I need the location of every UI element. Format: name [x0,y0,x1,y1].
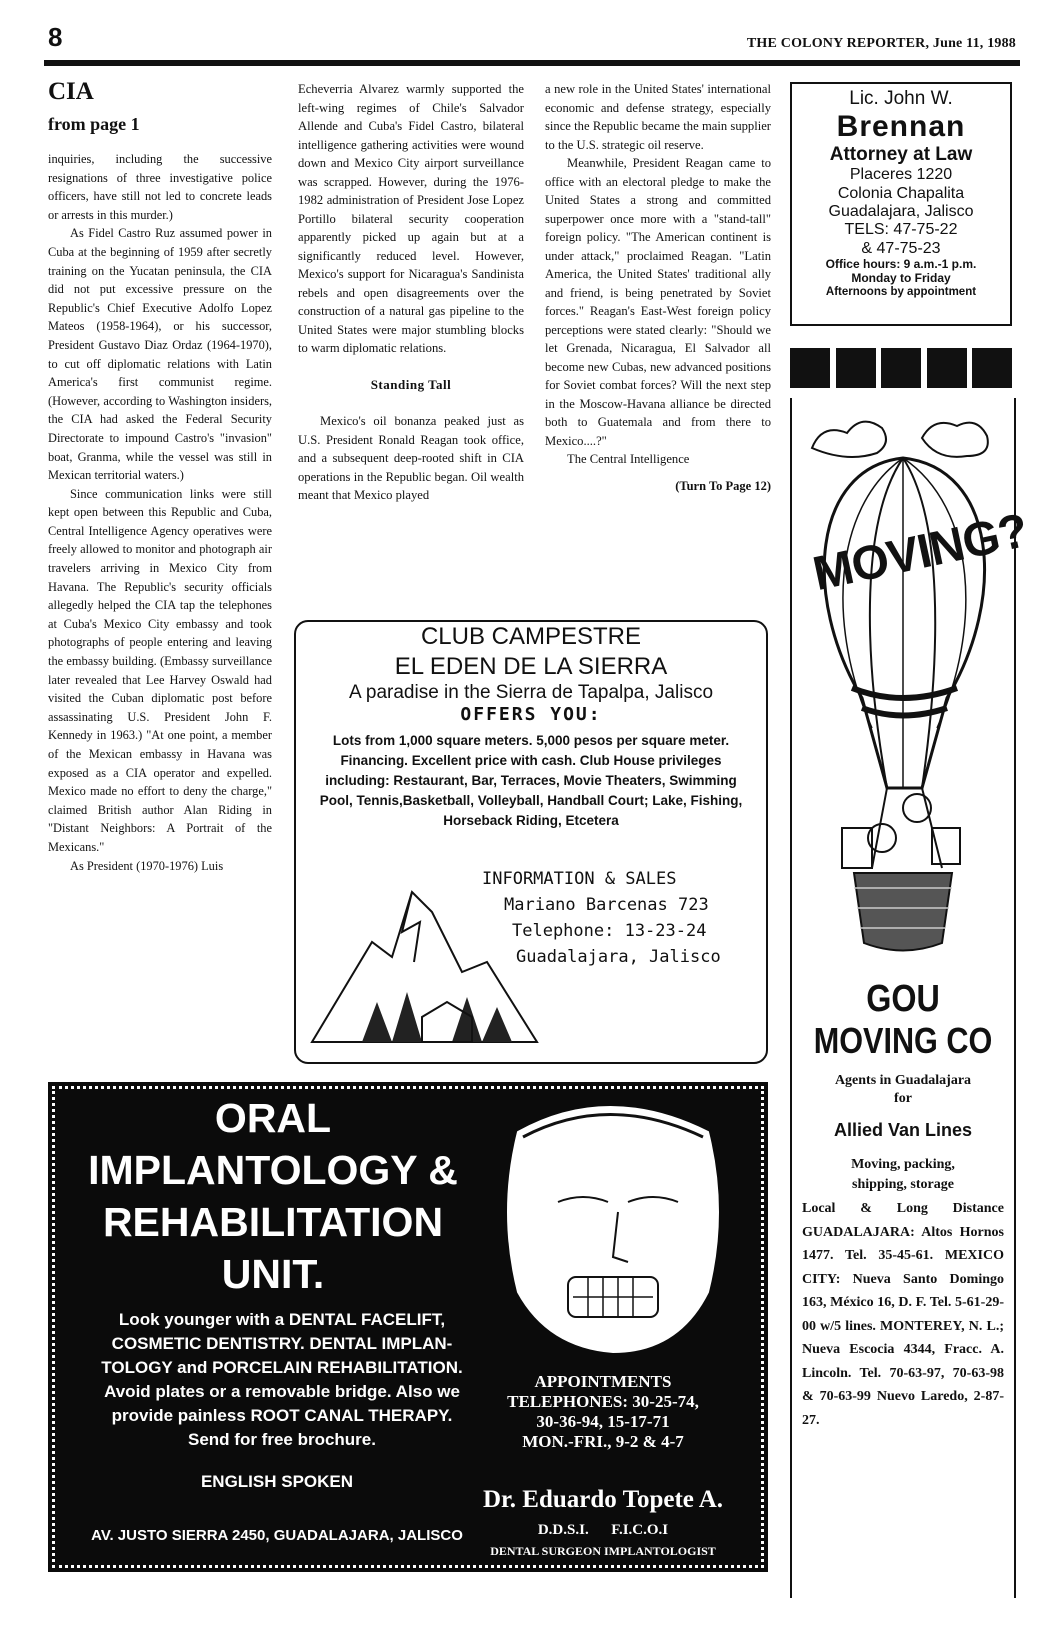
article-column-3 [545,80,771,495]
article-column-2 [298,80,524,505]
block [927,348,967,388]
article-subhead: from page 1 [48,114,140,134]
info-line: Guadalajara, Jalisco [516,947,721,967]
face-illustration [478,1092,748,1362]
appointment-line: 30-36-94, 15-17-71 [536,1412,670,1431]
masthead: THE COLONY REPORTER, June 11, 1988 [746,36,1016,51]
ad-line: Guadalajara, Jalisco [828,202,974,220]
club-offers: OFFERS YOU: [460,704,602,725]
doctor-specialty: DENTAL SURGEON IMPLANTOLOGIST [490,1544,716,1558]
block [790,348,830,388]
ad-line: Brennan [836,109,966,143]
ad-line: TELS: 47-75-22 [844,221,958,239]
services-line: Moving, packing, shipping, storage [851,1157,955,1192]
dental-line: Look younger with a DENTAL FACELIFT, [118,1310,446,1329]
dental-line: provide painless ROOT CANAL THERAPY. [111,1406,453,1425]
doctor-name: Dr. Eduardo Topete A. [482,1486,724,1513]
paragraph: Since communication links were still kept open between this Republic and Cuba, Central Intelligence Agency operatives were freely allowed to monitor and photograph air travelers arriving in Mexico City from Havana. The Republic's security officials allegedly helped the CIA tap the telephones at Cuba's Mexico City embassy and took photographs of people entering and leaving the embassy building. (Embassy surveillance later revealed that Lee Harvey Oswald had visited the Cuban diplomatic post before assassinating U.S. President John F. Kennedy in 1963.) "At one point, a member of the Mexican embassy in Havana was exposed as a CIA operator and expelled. Mexico made no effort to deny the charge," claimed British author Alan Riding in "Distant Neighbors: A Portrait of the Mexicans." [48,486,272,854]
moving-ad [790,398,1032,1598]
cloud-icon [922,423,988,457]
article-headline: CIA [48,78,94,105]
doctor-degrees: D.D.S.I. F.I.C.O.I [537,1522,669,1538]
appointment-line: TELEPHONES: 30-25-74, [507,1392,699,1411]
club-tagline: A paradise in the Sierra de Tapalpa, Jalisco [348,682,714,703]
header-rule [44,60,1020,66]
club-title-line2: EL EDEN DE LA SIERRA [394,653,668,680]
dental-line: COSMETIC DENTISTRY. DENTAL IMPLAN- [111,1334,453,1353]
ad-line: Attorney at Law [829,144,973,166]
balloon-envelope [824,458,984,788]
dental-title-line: ORAL [214,1095,332,1141]
club-body: Lots from 1,000 square meters. 5,000 pesos per square meter. Financing. Excellent price with cash. Club House privileges including: Restaurant, Bar, Terraces, Movie Theaters, Swimming Pool, Tennis,Basketball, Volleyball, Handball Court; Lake, Fishing, Horseback Riding, Etcetera [319,733,743,828]
article-column-1 [48,150,272,875]
basket-icon [854,873,952,951]
info-line: Telephone: 13-23-24 [512,921,707,941]
ad-line: & 47-75-23 [861,239,941,257]
balloon-text: MOVING? [808,504,1032,602]
paragraph: Mexico's oil bonanza peaked just as U.S. President Ronald Reagan took office, and a subsequent deep-rooted shift in CIA operations in the Republic began. Oil wealth meant that Mexico played [298,414,524,502]
ad-line: Afternoons by appointment [825,285,977,298]
ad-line: Colonia Chapalita [837,184,965,202]
block [972,348,1012,388]
english-spoken: ENGLISH SPOKEN [200,1472,354,1491]
lawyer-ad [790,82,1012,326]
club-campestre-ad [294,620,768,1064]
paragraph: Echeverria Alvarez warmly supported the left-wing regimes of Chile's Salvador Allende and Cuba's Fidel Castro, bilateral intelligence gathering activities were wound down and Mexico City airport surveillance was scrapped. However, during the 1976-1982 administration of President Jose Lopez Portillo bilateral security cooperation apparently picked up again but at a significantly reduced level. However, Mexico's support for Nicaragua's Sandinista rebels and open disagreements over the construction of a natural gas pipeline to the United States were major stumbling blocks to warm diplomatic relations. [298,82,524,355]
ad-line: Placeres 1220 [849,166,953,184]
block [836,348,876,388]
section-subhead: Standing Tall [370,376,452,392]
company-name-line2: MOVING CO [813,1020,993,1061]
agents-line: Agents in Guadalajara for [834,1073,972,1106]
dental-title-line: REHABILITATION [102,1199,444,1245]
cloud-icon [812,422,886,457]
company-name-line1: GOU [866,978,940,1020]
appointment-line: APPOINTMENTS [534,1372,672,1391]
paragraph: As President (1970-1976) Luis [70,858,224,873]
club-title-line1: CLUB CAMPESTRE [420,623,642,650]
info-line: INFORMATION & SALES [482,869,677,889]
paragraph: a new role in the United States' international economic and defense strategy, especially since the Republic became the main supplier to the U.S. strategic oil reserve. [545,82,771,152]
dental-address: AV. JUSTO SIERRA 2450, GUADALAJARA, JALISCO [91,1527,463,1544]
continued-notice: (Turn To Page 12) [675,478,771,493]
luggage-icon [842,828,872,868]
decorative-blocks [790,348,1012,388]
block [881,348,921,388]
dental-line: TOLOGY and PORCELAIN REHABILITATION. [101,1358,463,1377]
ad-line: Lic. John W. [849,88,953,109]
dental-line: Send for free brochure. [188,1430,376,1449]
hot-air-balloon-illustration [792,398,1032,998]
paragraph: The Central Intelligence [567,452,690,466]
ad-line: Monday to Friday [851,270,951,285]
dental-title-line: IMPLANTOLOGY & [88,1147,458,1193]
paragraph: Meanwhile, President Reagan came to office with an electoral pledge to make the United States a strong and committed superpower once more with a "stand-tall" foreign policy. "The American continent is under attack," proclaimed Reagan. "Latin America, the United States' traditional ally and friend, is being penetrated by Soviet forces." Reagan's East-West foreign policy perceptions were stated clearly: "Should we let Grenada, Nicaragua, El Salvador all become new Cubas, new advanced positions for Soviet combat forces? Will the next step in the Moscow-Havana alliance be directed both to Guatemala and from there to Mexico....?" [545,156,771,448]
info-line: Mariano Barcenas 723 [504,895,709,915]
allied-line: Allied Van Lines [833,1120,973,1140]
dental-line: Avoid plates or a removable bridge. Also we [104,1382,460,1401]
dental-ad [48,1082,768,1572]
paragraph: inquiries, including the successive resignations of three investigative police officers, have still not led to concrete leads or arrests in this murder.) [48,152,272,222]
ad-line: Office hours: 9 a.m.-1 p.m. [825,257,977,272]
paragraph: As Fidel Castro Ruz assumed power in Cuba at the beginning of 1959 after secretly training on the Yucatan peninsula, the CIA did not put excessive pressure on the Republic's Chief Executive Adolfo Lopez Mateos (1958-1964), or his successor, President Gustavo Diaz Ordaz (1964-1970), to cut off diplomatic relations with Latin America's first communist regime. (However, according to Washington insiders, the CIA had asked the Federal Security Directorate to impound Castro's "invasion" boat, Granma, while the vessel was still in Mexican territorial waters.) [48,226,272,483]
dental-title-line: UNIT. [221,1251,325,1297]
offices-details: Local & Long Distance GUADALAJARA: Altos Hornos 1477. Tel. 35-45-61. MEXICO CITY: Nueva Santo Domingo 163, México 16, D. F. Tel. 5-61-29-00 w/5 lines. MONTEREY, N. L.; Nueva Escocia 4344, Fracc. A. Lincoln. Tel. 70-63-97, 70-63-98 & 70-63-99 Nuevo Laredo, 2-87-27. [802,1201,1004,1428]
appointment-line: MON.-FRI., 9-2 & 4-7 [522,1432,684,1451]
page-number: 8 [48,22,63,52]
